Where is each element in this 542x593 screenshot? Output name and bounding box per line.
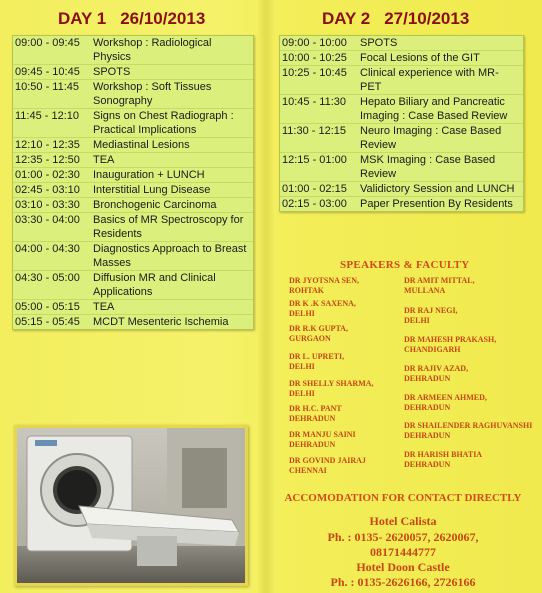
schedule-row <box>280 65 523 94</box>
faculty-entry <box>289 324 348 344</box>
session-title: Workshop : Soft Tissues Sonography <box>93 81 212 107</box>
faculty-city: MULLANA <box>404 286 446 295</box>
session-title: Validictory Session and LUNCH <box>360 183 515 195</box>
faculty-entry <box>404 335 496 355</box>
schedule-row <box>13 167 253 182</box>
faculty-city: ROHTAK <box>289 286 324 295</box>
schedule-row <box>13 152 253 167</box>
session-title: Mediastinal Lesions <box>93 139 190 151</box>
schedule-row <box>280 181 523 196</box>
session-time: 05:15 - 05:45 <box>15 316 80 328</box>
accommodation-heading: ACCOMODATION FOR CONTACT DIRECTLY <box>284 492 522 504</box>
faculty-name: DR AMIT MITTAL, <box>404 276 475 285</box>
session-time: 02:45 - 03:10 <box>15 184 80 196</box>
faculty-entry <box>404 393 487 413</box>
faculty-name: DR H.C. PANT <box>289 404 342 413</box>
session-title: Diffusion MR and Clinical Applications <box>93 272 216 298</box>
faculty-city: CHANDIGARH <box>404 345 461 354</box>
session-title: Inauguration + LUNCH <box>93 169 205 181</box>
schedule-row <box>13 137 253 152</box>
session-time: 12:15 - 01:00 <box>282 154 347 166</box>
session-title: Neuro Imaging : Case Based Review <box>360 125 502 151</box>
faculty-city: DEHRADUN <box>404 403 451 412</box>
faculty-name: DR SHAILENDER RAGHUVANSHI <box>404 421 533 430</box>
faculty-name: DR RAJIV AZAD, <box>404 364 469 373</box>
faculty-entry <box>404 450 482 470</box>
schedule-row <box>13 212 253 241</box>
faculty-entry <box>289 276 359 296</box>
schedule-row <box>280 152 523 181</box>
day2-date: 27/10/2013 <box>384 9 470 28</box>
faculty-entry <box>289 299 356 319</box>
faculty-city: DELHI <box>289 389 315 398</box>
faculty-name: DR RAJ NEGI, <box>404 306 458 315</box>
faculty-city: CHENNAI <box>289 466 327 475</box>
faculty-entry <box>404 421 532 441</box>
session-title: Focal Lesions of the GIT <box>360 52 480 64</box>
hotel1-mobile: 08171444777 <box>370 545 436 559</box>
faculty-entry <box>289 456 366 476</box>
schedule-row <box>13 79 253 108</box>
schedule-row <box>13 36 253 64</box>
hotel1-phone: Ph. : 0135- 2620057, 2620067, <box>327 530 479 544</box>
schedule-row <box>280 196 523 211</box>
day1-label: DAY 1 <box>58 9 107 28</box>
faculty-name: DR K .K SAXENA, <box>289 299 356 308</box>
day2-title <box>322 9 469 29</box>
schedule-row <box>280 36 523 50</box>
speakers-heading: SPEAKERS & FACULTY <box>340 259 470 271</box>
schedule-row <box>280 123 523 152</box>
day2-schedule <box>279 35 524 212</box>
hotel1-name: Hotel Calista <box>369 514 437 528</box>
faculty-city: DELHI <box>289 309 315 318</box>
faculty-name: DR R.K GUPTA, <box>289 324 348 333</box>
faculty-city: DEHRADUN <box>404 431 451 440</box>
faculty-entry <box>289 379 374 399</box>
faculty-name: DR HARISH BHATIA <box>404 450 483 459</box>
session-title: Signs on Chest Radiograph : Practical Implications <box>93 110 234 136</box>
session-time: 10:25 - 10:45 <box>282 67 347 79</box>
session-time: 09:00 - 09:45 <box>15 37 80 49</box>
session-title: MCDT Mesenteric Ischemia <box>93 316 229 328</box>
session-time: 01:00 - 02:15 <box>282 183 347 195</box>
faculty-name: DR SHELLY SHARMA, <box>289 379 374 388</box>
session-title: Interstitial Lung Disease <box>93 184 211 196</box>
page-fold <box>257 0 275 593</box>
faculty-entry <box>289 430 356 450</box>
faculty-name: DR MAHESH PRAKASH, <box>404 335 497 344</box>
session-time: 10:45 - 11:30 <box>282 96 347 108</box>
schedule-row <box>13 241 253 270</box>
session-title: TEA <box>93 301 115 313</box>
session-time: 05:00 - 05:15 <box>15 301 80 313</box>
faculty-city: DEHRADUN <box>289 414 336 423</box>
session-title: Basics of MR Spectroscopy for Residents <box>93 214 244 240</box>
schedule-row <box>13 64 253 79</box>
session-time: 03:30 - 04:00 <box>15 214 80 226</box>
ct-scanner-photo <box>14 425 248 586</box>
session-title: Hepato Biliary and Pancreatic Imaging : Case Based Review <box>360 96 508 122</box>
session-time: 10:50 - 11:45 <box>15 81 80 93</box>
faculty-name: DR MANJU SAINI <box>289 430 356 439</box>
hotel2-phone: Ph. : 0135-2626166, 2726166 <box>330 575 476 589</box>
faculty-city: GURGAON <box>289 334 331 343</box>
session-title: Bronchogenic Carcinoma <box>93 199 217 211</box>
session-time: 02:15 - 03:00 <box>282 198 347 210</box>
schedule-row <box>280 94 523 123</box>
faculty-city: DELHI <box>289 362 315 371</box>
session-title: TEA <box>93 154 115 166</box>
session-time: 09:00 - 10:00 <box>282 37 347 49</box>
ct-scanner-illustration <box>17 428 245 583</box>
schedule-row <box>13 182 253 197</box>
faculty-entry <box>289 404 342 424</box>
session-title: Workshop : Radiological Physics <box>93 37 212 63</box>
session-time: 03:10 - 03:30 <box>15 199 80 211</box>
faculty-city: DEHRADUN <box>404 460 451 469</box>
faculty-name: DR ARMEEN AHMED, <box>404 393 487 402</box>
faculty-city: DEHRADUN <box>404 374 451 383</box>
session-time: 12:35 - 12:50 <box>15 154 80 166</box>
faculty-name: DR L. UPRETI, <box>289 352 345 361</box>
session-time: 04:30 - 05:00 <box>15 272 80 284</box>
schedule-row <box>13 314 253 329</box>
session-title: MSK Imaging : Case Based Review <box>360 154 496 180</box>
session-time: 11:45 - 12:10 <box>15 110 80 122</box>
faculty-city: DEHRADUN <box>289 440 336 449</box>
schedule-row <box>13 270 253 299</box>
schedule-row <box>13 197 253 212</box>
faculty-name: DR JYOTSNA SEN, <box>289 276 360 285</box>
day2-label: DAY 2 <box>322 9 371 28</box>
session-time: 01:00 - 02:30 <box>15 169 80 181</box>
session-time: 10:00 - 10:25 <box>282 52 347 64</box>
session-title: Clinical experience with MR- PET <box>360 67 499 93</box>
faculty-name: DR GOVIND JAIRAJ <box>289 456 366 465</box>
day1-schedule <box>12 35 254 330</box>
session-time: 09:45 - 10:45 <box>15 66 80 78</box>
session-time: 11:30 - 12:15 <box>282 125 347 137</box>
faculty-entry <box>289 352 344 372</box>
day1-title <box>58 9 205 29</box>
schedule-row <box>13 299 253 314</box>
session-title: Paper Presention By Residents <box>360 198 513 210</box>
session-title: SPOTS <box>93 66 131 78</box>
faculty-entry <box>404 276 475 296</box>
hotel2-name: Hotel Doon Castle <box>356 560 450 574</box>
session-time: 04:00 - 04:30 <box>15 243 80 255</box>
session-title: Diagnostics Approach to Breast Masses <box>93 243 247 269</box>
faculty-city: DELHI <box>404 316 430 325</box>
day1-date: 26/10/2013 <box>120 9 206 28</box>
schedule-row <box>13 108 253 137</box>
faculty-entry <box>404 306 458 326</box>
schedule-row <box>280 50 523 65</box>
session-title: SPOTS <box>360 37 398 49</box>
faculty-entry <box>404 364 468 384</box>
session-time: 12:10 - 12:35 <box>15 139 80 151</box>
